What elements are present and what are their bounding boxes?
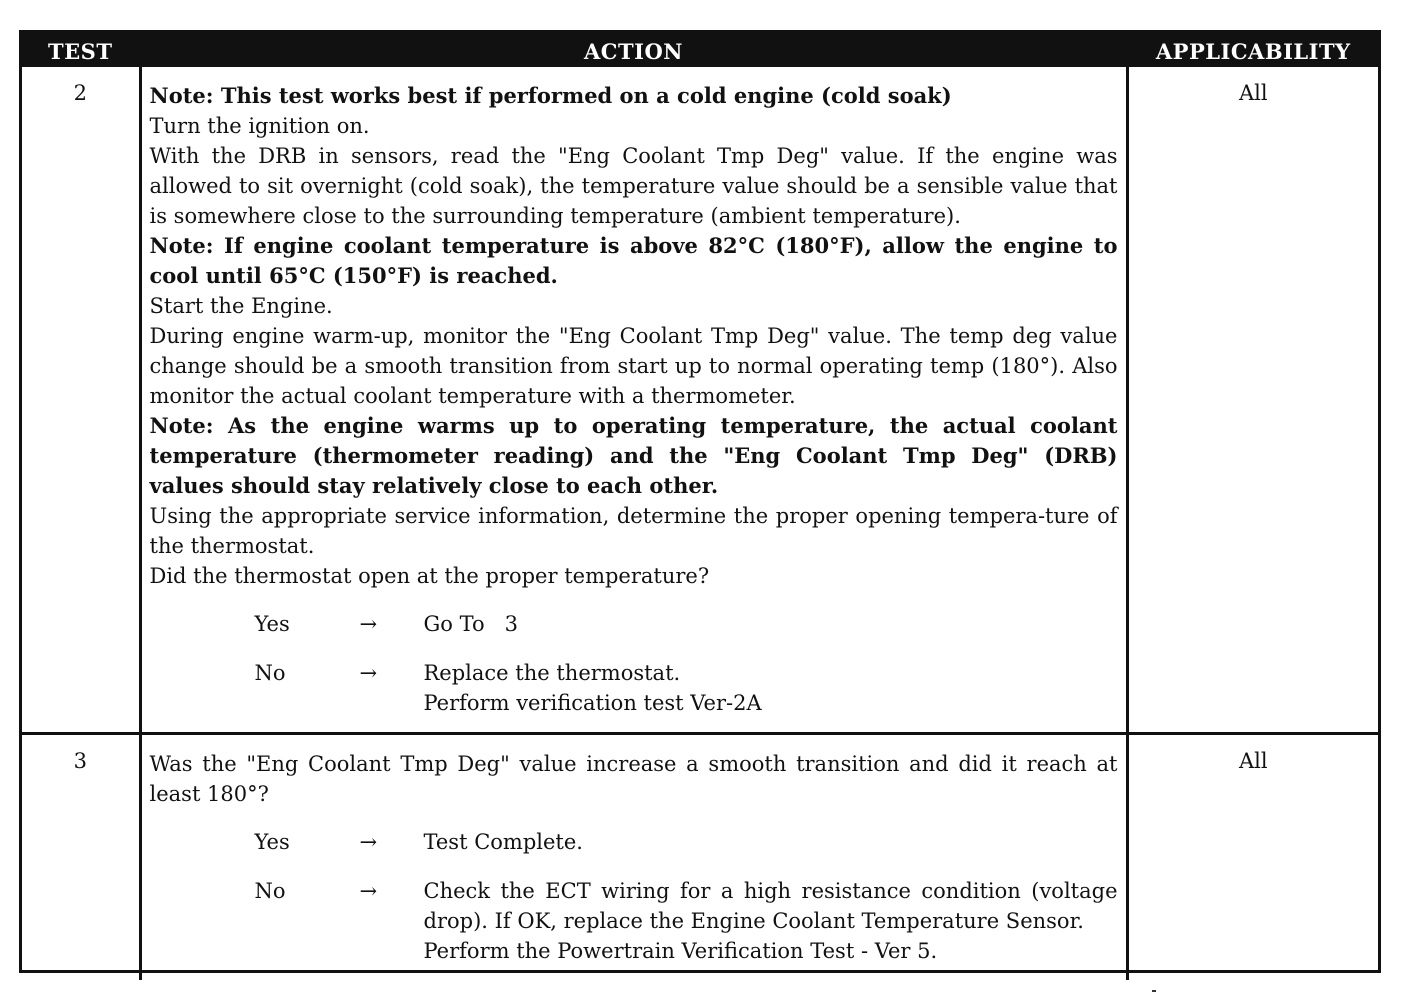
branch-result-line: Perform verification test Ver-2A <box>423 691 762 715</box>
applicability-cell: All <box>1127 67 1378 734</box>
question-smooth-transition: Was the "Eng Coolant Tmp Deg" value increase a smooth transition and did it reach at least 180°? <box>149 752 1118 806</box>
question-thermostat-open: Did the thermostat open at the proper temperature? <box>149 564 710 588</box>
branch-result <box>424 609 1118 639</box>
branch-result <box>424 658 1118 718</box>
branch-result <box>424 876 1118 966</box>
header-test: TEST <box>22 33 140 67</box>
step-read-coolant-temp: With the DRB in sensors, read the "Eng Coolant Tmp Deg" value. If the engine was allowed to sit overnight (cold soak), the temperature value should be a sensible value that is somewhere close to the surrounding temperature (ambient temperature). <box>149 144 1118 228</box>
test-number: 3 <box>22 734 140 981</box>
right-arrow-icon: → <box>359 830 378 854</box>
branch-result <box>424 827 1118 857</box>
branch-answer: No <box>254 661 286 685</box>
test-number: 2 <box>73 81 87 105</box>
header-applicability: APPLICABILITY <box>1127 33 1378 67</box>
branch-yes <box>150 609 1118 639</box>
table-row-test-2 <box>22 67 1378 734</box>
action-cell <box>140 67 1127 734</box>
header-action: ACTION <box>140 33 1127 67</box>
step-start-engine: Start the Engine. <box>149 294 333 318</box>
answer-branches <box>150 827 1118 966</box>
table-header-row <box>22 33 1378 67</box>
procedure-table <box>22 33 1378 980</box>
diagnostic-procedure-table <box>19 30 1381 973</box>
branch-result-line: Test Complete. <box>423 830 583 854</box>
branch-answer: Yes <box>254 612 290 636</box>
note-cold-soak: Note: This test works best if performed on a cold engine (cold soak) <box>149 83 952 108</box>
branch-yes <box>150 827 1118 857</box>
branch-answer: No <box>254 879 286 903</box>
step-determine-opening-temp: Using the appropriate service information, determine the proper opening tempera-ture of the thermostat. <box>149 504 1118 558</box>
right-arrow-icon: → <box>359 879 378 903</box>
answer-branches <box>150 609 1118 718</box>
branch-result-line: Check the ECT wiring for a high resistance condition (voltage drop). If OK, replace the Engine Coolant Temperature Sensor. <box>423 879 1118 933</box>
branch-result-line: Go To 3 <box>423 612 518 636</box>
branch-answer: Yes <box>254 830 290 854</box>
step-ignition-on: Turn the ignition on. <box>149 114 370 138</box>
scan-speck <box>1152 990 1156 992</box>
right-arrow-icon: → <box>359 612 378 636</box>
branch-no <box>150 658 1118 718</box>
note-values-stay-close: Note: As the engine warms up to operating temperature, the actual coolant temperature (thermometer reading) and the "Eng Coolant Tmp Deg" (DRB) values should stay relatively close to each other. <box>149 413 1118 498</box>
applicability-cell: All <box>1127 734 1378 981</box>
step-monitor-warmup: During engine warm-up, monitor the "Eng Coolant Tmp Deg" value. The temp deg value change should be a smooth transition from start up to normal operating temp (180°). Also monitor the actual coolant temperature with a thermometer. <box>149 324 1118 408</box>
branch-result-line: Perform the Powertrain Verification Test - Ver 5. <box>423 939 938 963</box>
branch-result-line: Replace the thermostat. <box>423 661 681 685</box>
right-arrow-icon: → <box>359 661 378 685</box>
table-row-test-3 <box>22 734 1378 981</box>
note-coolant-above-82c: Note: If engine coolant temperature is above 82°C (180°F), allow the engine to cool until 65°C (150°F) is reached. <box>149 233 1118 288</box>
branch-no <box>150 876 1118 966</box>
action-cell <box>140 734 1127 981</box>
